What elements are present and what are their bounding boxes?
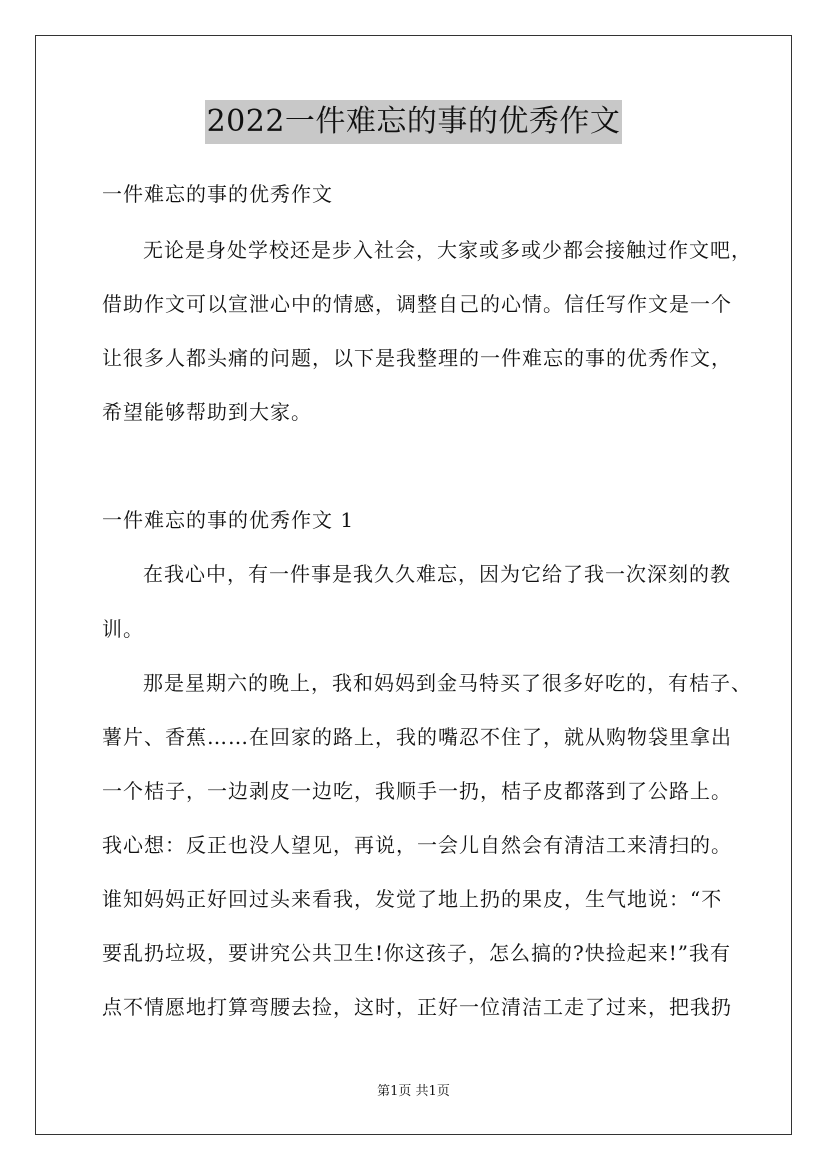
para2-line-2: 薯片、香蕉……在回家的路上，我的嘴忍不住了，就从购物袋里拿出 — [102, 725, 732, 749]
page-footer: 第1页 共1页 — [377, 1084, 450, 1099]
intro-line-1: 无论是身处学校还是步入社会，大家或多或少都会接触过作文吧， — [143, 238, 752, 262]
para1-line-1: 在我心中，有一件事是我久久难忘，因为它给了我一次深刻的教 — [143, 562, 731, 586]
para2-line-5: 谁知妈妈正好回过头来看我，发觉了地上扔的果皮，生气地说：“不 — [102, 887, 723, 911]
para2-line-4: 我心想：反正也没人望见，再说，一会儿自然会有清洁工来清扫的。 — [102, 833, 732, 857]
intro-line-3: 让很多人都头痛的问题，以下是我整理的一件难忘的事的优秀作文， — [102, 346, 732, 370]
intro-line-4: 希望能够帮助到大家。 — [102, 400, 312, 424]
para2-line-3: 一个桔子，一边剥皮一边吃，我顺手一扔，桔子皮都落到了公路上。 — [102, 779, 732, 803]
document-title: 2022一件难忘的事的优秀作文 — [205, 100, 623, 144]
para2-line-7: 点不情愿地打算弯腰去捡，这时，正好一位清洁工走了过来，把我扔 — [102, 995, 732, 1019]
intro-line-2: 借助作文可以宣泄心中的情感，调整自己的心情。信任写作文是一个 — [102, 292, 732, 316]
section-heading-1: 一件难忘的事的优秀作文 — [102, 182, 333, 206]
title-container — [0, 100, 827, 144]
section-heading-2: 一件难忘的事的优秀作文 1 — [102, 508, 355, 532]
para1-line-2: 训。 — [102, 617, 144, 641]
para2-line-1: 那是星期六的晚上，我和妈妈到金马特买了很多好吃的，有桔子、 — [143, 671, 752, 695]
para2-line-6: 要乱扔垃圾，要讲究公共卫生!你这孩子，怎么搞的?快捡起来!”我有 — [102, 941, 732, 965]
